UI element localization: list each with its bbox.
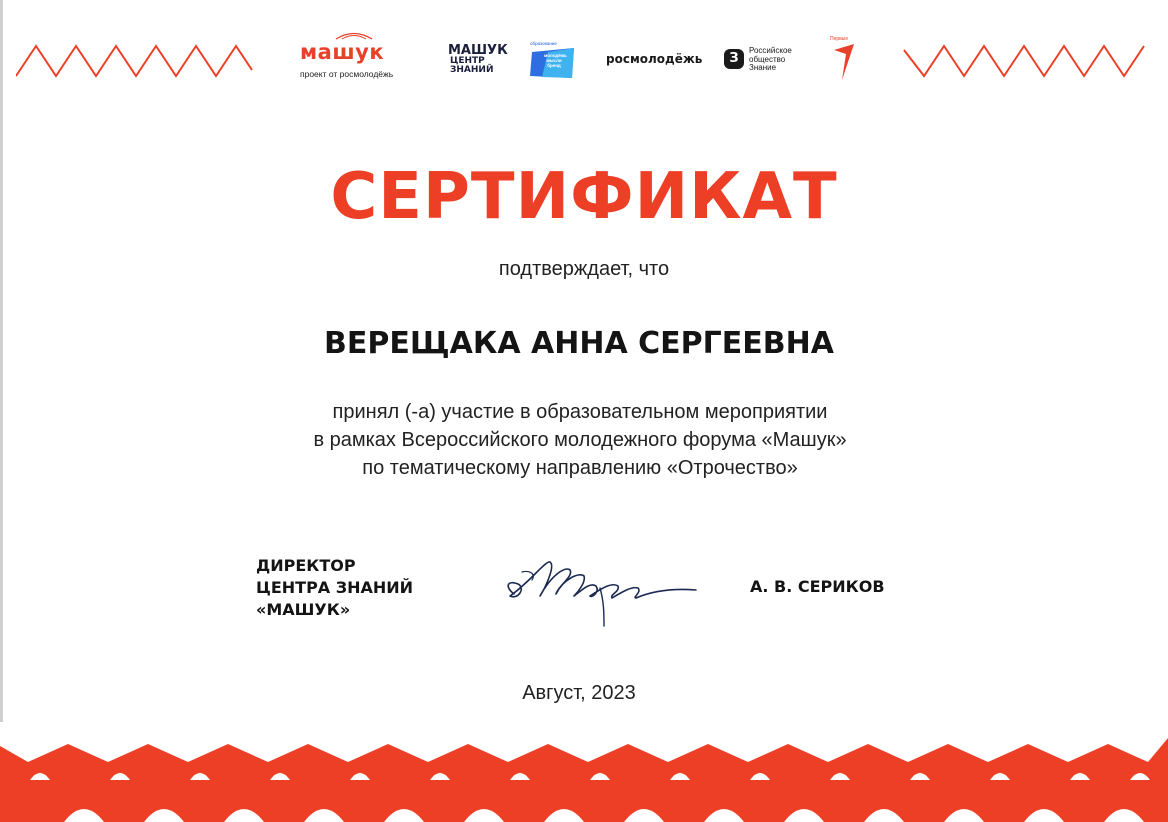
pervye-logo xyxy=(830,36,860,82)
confirms-text: подтверждает, что xyxy=(498,258,670,280)
znanie-line3: Знание xyxy=(749,63,777,72)
signer-position xyxy=(256,555,486,621)
position-line: ДИРЕКТОР xyxy=(256,556,356,575)
mashuk-logo xyxy=(298,28,408,84)
participation-line: по тематическому направлению «Отрочество» xyxy=(362,457,798,479)
top-right-zigzag xyxy=(902,40,1152,80)
centr-logo-line2: ЦЕНТР xyxy=(450,56,485,66)
position-line: ЦЕНТРА ЗНАНИЙ xyxy=(256,578,414,597)
education-logo-text: молодёжь мысли бренд xyxy=(544,53,567,68)
centr-znaniy-logo xyxy=(448,44,510,80)
znanie-logo-icon: З xyxy=(724,49,744,69)
centr-logo-line1: МАШУК xyxy=(448,43,508,58)
mashuk-logo-word: машук xyxy=(300,40,385,64)
position-line: «МАШУК» xyxy=(256,600,351,619)
recipient-name: ВЕРЕЩАКА АННА СЕРГЕЕВНА xyxy=(324,326,834,361)
mashuk-logo-icon xyxy=(334,30,374,40)
mashuk-logo-tagline: проект от росмолодёжь xyxy=(300,69,394,79)
signature-icon xyxy=(500,552,700,632)
znanie-logo-text xyxy=(749,47,819,73)
issue-date: Август, 2023 xyxy=(522,682,636,704)
participation-line: принял (-а) участие в образовательном мероприятии xyxy=(332,401,828,423)
participation-text xyxy=(0,398,1160,482)
znanie-logo xyxy=(724,47,814,75)
participation-line: в рамках Всероссийского молодежного форума «Машук» xyxy=(313,429,847,451)
certificate-title: СЕРТИФИКАТ xyxy=(330,160,838,234)
znanie-line2: общество xyxy=(749,54,786,64)
education-logo xyxy=(528,40,578,80)
rosmolodezh-logo: росмолодёжь xyxy=(606,52,703,66)
education-logo-caption: образование xyxy=(530,41,557,46)
bottom-pattern xyxy=(0,722,1168,822)
centr-logo-line3: ЗНАНИЙ xyxy=(450,65,494,75)
znanie-line1: Российское xyxy=(749,46,792,55)
pervye-logo-icon xyxy=(830,36,860,82)
pervye-logo-caption: Первые xyxy=(830,36,849,42)
signer-name: А. В. СЕРИКОВ xyxy=(750,577,885,596)
top-left-zigzag xyxy=(16,40,256,80)
